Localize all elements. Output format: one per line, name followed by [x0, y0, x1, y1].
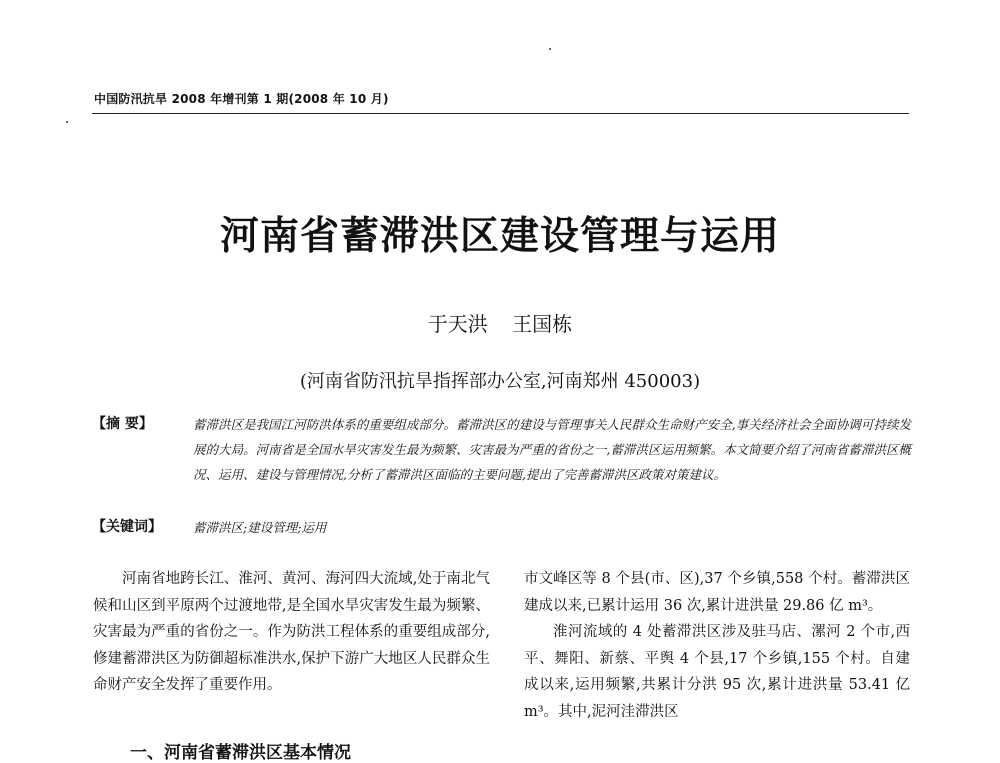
scan-speck: [66, 121, 68, 123]
article-authors: 于天洪 王国栋: [427, 312, 573, 336]
body-paragraph: 市文峰区等 8 个县(市、区),37 个乡镇,558 个村。蓄滞洪区建成以来,已累计运用 36 次,累计进洪量 29.86 亿 m³。: [524, 571, 910, 614]
body-paragraph: 河南省地跨长江、淮河、黄河、海河四大流域,处于南北气候和山区到平原两个过渡地带,是全国水旱灾害发生最为频繁、灾害最为严重的省份之一。作为防洪工程体系的重要组成部分,修建蓄滞洪区为防御超标准洪水,保护下游广大地区人民群众生命财产安全发挥了重要作用。: [93, 571, 490, 693]
abstract-text: 蓄滞洪区是我国江河防洪体系的重要组成部分。蓄滞洪区的建设与管理事关人民群众生命财产安全,事关经济社会全面协调可持续发展的大局。河南省是全国水旱灾害发生最为频繁、灾害最为严重的省份之一,蓄滞洪区运用频繁。本文简要介绍了河南省蓄滞洪区概况、运用、建设与管理情况,分析了蓄滞洪区面临的主要问题,提出了完善蓄滞洪区政策对策建议。: [193, 417, 911, 482]
body-paragraph: 淮河流域的 4 处蓄滞洪区涉及驻马店、漯河 2 个市,西平、舞阳、新蔡、平舆 4 个县,17 个乡镇,155 个村。自建成以来,运用频繁,共累计分洪 95 次,累计进洪量 53.41 亿 m³。其中,泥河洼滞洪区: [524, 624, 910, 720]
body-left-column: [93, 566, 490, 699]
article-title: 河南省蓄滞洪区建设管理与运用: [219, 213, 780, 259]
abstract-label: 【摘 要】: [92, 416, 153, 432]
section-heading: 一、河南省蓄滞洪区基本情况: [130, 743, 351, 763]
body-right-column: [524, 566, 910, 725]
keywords-text: 蓄滞洪区;建设管理;运用: [193, 520, 327, 535]
scan-speck: [549, 48, 551, 50]
header-rule: [92, 113, 909, 114]
running-head: 中国防汛抗旱 2008 年增刊第 1 期(2008 年 10 月): [94, 92, 389, 106]
keywords-label: 【关键词】: [92, 519, 162, 535]
author-affiliation: (河南省防汛抗旱指挥部办公室,河南郑州 450003): [299, 371, 701, 392]
